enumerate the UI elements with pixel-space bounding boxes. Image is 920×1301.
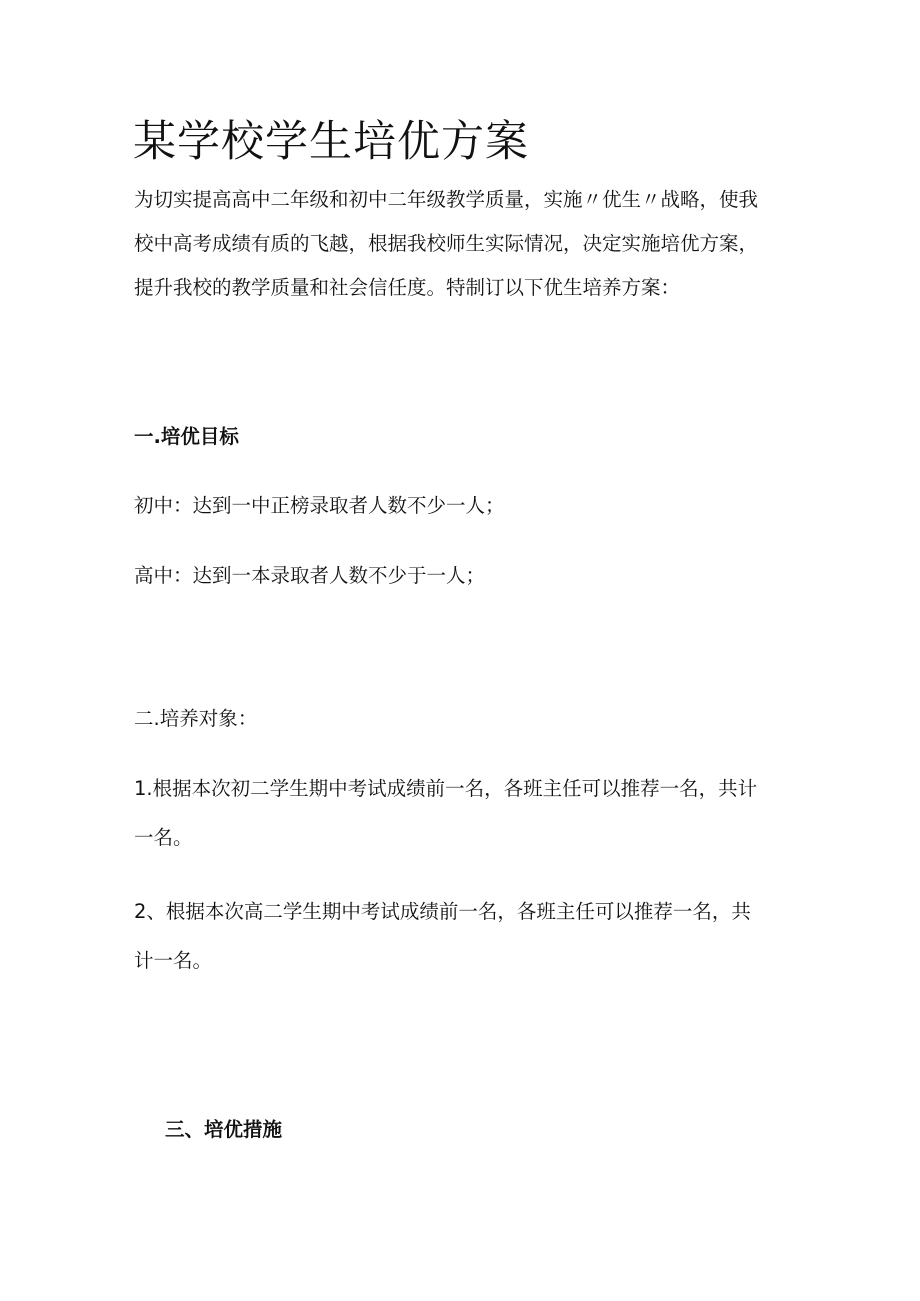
intro-line-1: 为切实提高高中二年级和初中二年级教学质量，实施〃优生〃战略，使我 xyxy=(134,188,759,211)
intro-paragraph xyxy=(134,178,794,310)
intro-line-2: 校中高考成绩有质的飞越，根据我校师生实际情况，决定实施培优方案， xyxy=(134,232,759,255)
section-2-item-2-line-2: 计一名。 xyxy=(134,949,213,972)
section-1-heading: 一.培优目标 xyxy=(134,425,239,448)
section-2-item-1-line-1: 1.根据本次初二学生期中考试成绩前一名，各班主任可以推荐一名，共计 xyxy=(134,777,758,800)
document-title: 某学校学生培优方案 xyxy=(133,117,529,167)
section-1-item-senior: 高中：达到一本录取者人数不少于一人； xyxy=(134,564,486,587)
section-2-item-1-line-2: 一名。 xyxy=(134,826,193,849)
section-2-item-2-line-1: 2、根据本次高二学生期中考试成绩前一名，各班主任可以推荐一名，共 xyxy=(134,900,751,923)
intro-line-3: 提升我校的教学质量和社会信任度。特制订以下优生培养方案： xyxy=(134,276,681,299)
section-2-heading: 二.培养对象： xyxy=(134,707,258,730)
section-1-item-junior: 初中：达到一中正榜录取者人数不少一人； xyxy=(134,494,505,517)
section-3-heading: 三、培优措施 xyxy=(165,1118,283,1141)
